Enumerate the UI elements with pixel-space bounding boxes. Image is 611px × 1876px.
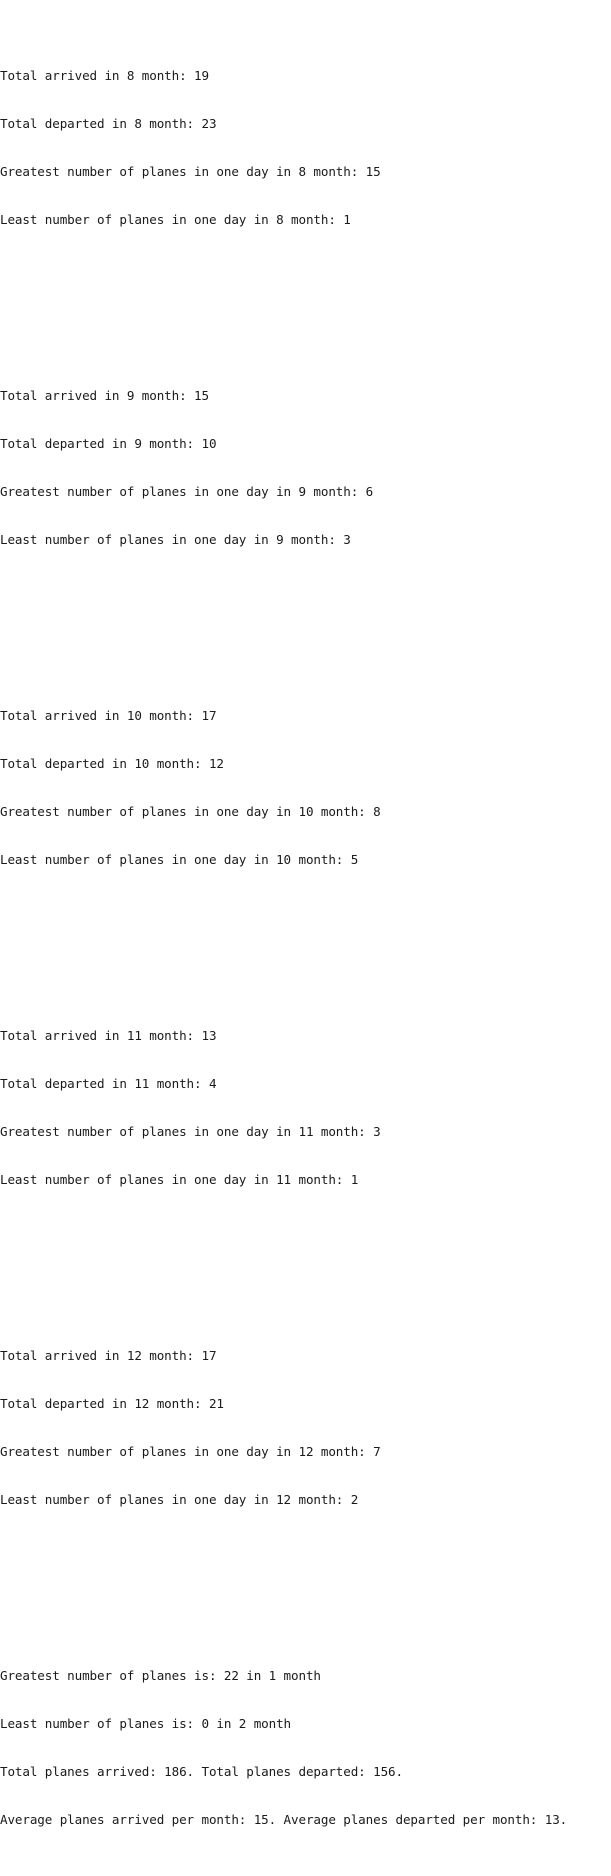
- total-departed-line: Total departed in 10 month: 12: [0, 756, 224, 771]
- greatest-per-day-line: Greatest number of planes in one day in 11 month: 3: [0, 1124, 381, 1139]
- total-departed-line: Total departed in 9 month: 10: [0, 436, 217, 451]
- least-per-day-line: Least number of planes in one day in 9 month: 3: [0, 532, 351, 547]
- least-per-day-line: Least number of planes in one day in 12 month: 2: [0, 1492, 359, 1507]
- month-block-10: [0, 676, 611, 900]
- total-arrived-line: Total arrived in 10 month: 17: [0, 708, 217, 723]
- blank-line: [0, 1572, 611, 1588]
- totals-line: Total planes arrived: 186. Total planes departed: 156.: [0, 1764, 403, 1779]
- least-overall-line: Least number of planes is: 0 in 2 month: [0, 1716, 292, 1731]
- greatest-per-day-line: Greatest number of planes in one day in 8 month: 15: [0, 164, 381, 179]
- total-arrived-line: Total arrived in 12 month: 17: [0, 1348, 217, 1363]
- month-block-11: [0, 996, 611, 1220]
- least-per-day-line: Least number of planes in one day in 8 month: 1: [0, 212, 351, 227]
- total-arrived-line: Total arrived in 11 month: 13: [0, 1028, 217, 1043]
- total-departed-line: Total departed in 11 month: 4: [0, 1076, 217, 1091]
- averages-line: Average planes arrived per month: 15. Average planes departed per month: 13.: [0, 1812, 568, 1827]
- blank-line: [0, 292, 611, 308]
- console-output: [0, 4, 611, 1827]
- least-per-day-line: Least number of planes in one day in 11 month: 1: [0, 1172, 359, 1187]
- total-departed-line: Total departed in 12 month: 21: [0, 1396, 224, 1411]
- total-departed-line: Total departed in 8 month: 23: [0, 116, 217, 131]
- blank-line: [0, 612, 611, 628]
- blank-line: [0, 932, 611, 948]
- greatest-overall-line: Greatest number of planes is: 22 in 1 month: [0, 1668, 321, 1683]
- month-block-8: [0, 36, 611, 260]
- total-arrived-line: Total arrived in 9 month: 15: [0, 388, 209, 403]
- blank-line: [0, 1252, 611, 1268]
- total-arrived-line: Total arrived in 8 month: 19: [0, 68, 209, 83]
- greatest-per-day-line: Greatest number of planes in one day in 12 month: 7: [0, 1444, 381, 1459]
- greatest-per-day-line: Greatest number of planes in one day in 9 month: 6: [0, 484, 374, 499]
- month-block-9: [0, 356, 611, 580]
- greatest-per-day-line: Greatest number of planes in one day in 10 month: 8: [0, 804, 381, 819]
- least-per-day-line: Least number of planes in one day in 10 month: 5: [0, 852, 359, 867]
- month-block-12: [0, 1316, 611, 1540]
- summary-block: [0, 1636, 611, 1860]
